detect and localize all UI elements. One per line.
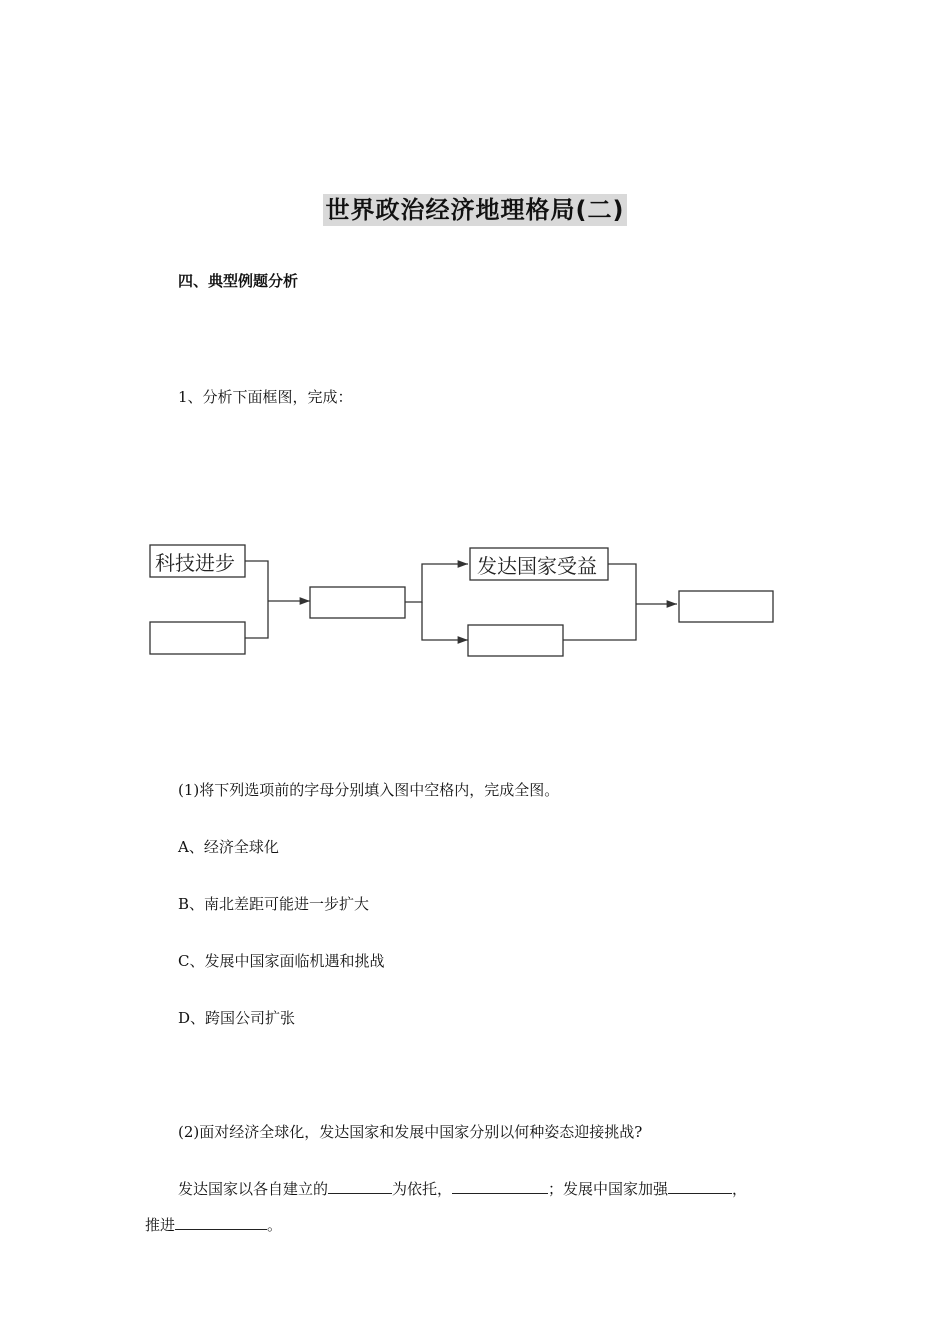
answer-text-1: 发达国家以各自建立的 <box>178 1180 329 1198</box>
answer-blank-1[interactable] <box>328 1179 392 1194</box>
flow-diagram <box>140 530 790 670</box>
option-c: C、发展中国家面临机遇和挑战 <box>178 952 385 970</box>
box-empty-middle <box>310 587 405 618</box>
question-1-part-2: (2)面对经济全球化，发达国家和发展中国家分别以何种姿态迎接挑战? <box>178 1123 643 1141</box>
answer-blank-3[interactable] <box>668 1179 732 1194</box>
answer-text-5: 推进 <box>145 1216 176 1234</box>
document-title <box>0 190 950 225</box>
option-d: D、跨国公司扩张 <box>178 1009 296 1027</box>
arrow-down <box>422 602 468 640</box>
arrow-up <box>405 564 468 602</box>
answer-text-3: ；发展中国家加强 <box>548 1180 669 1198</box>
answer-text-2: 为依托， <box>392 1180 453 1198</box>
box-empty-final <box>679 591 773 622</box>
answer-text-6: 。 <box>267 1216 283 1234</box>
answer-line-1 <box>178 1178 747 1199</box>
box-empty-lower <box>468 625 563 656</box>
question-1-prompt: 1、分析下面框图，完成： <box>178 388 353 406</box>
bracket-left <box>245 561 268 638</box>
option-a: A、经济全球化 <box>178 838 279 856</box>
question-1-part-1: (1)将下列选项前的字母分别填入图中空格内，完成全图。 <box>178 781 560 799</box>
box-developed-benefit-label: 发达国家受益 <box>477 554 597 578</box>
answer-blank-4[interactable] <box>175 1215 267 1230</box>
box-tech-progress-label: 科技进步 <box>155 551 235 575</box>
option-b: B、南北差距可能进一步扩大 <box>178 895 370 913</box>
answer-blank-2[interactable] <box>452 1179 548 1194</box>
title-text: 世界政治经济地理格局(二) <box>323 194 628 226</box>
answer-line-2 <box>145 1214 282 1235</box>
box-empty-left <box>150 622 245 654</box>
section-heading: 四、典型例题分析 <box>178 272 299 290</box>
answer-text-4: ， <box>732 1180 748 1198</box>
